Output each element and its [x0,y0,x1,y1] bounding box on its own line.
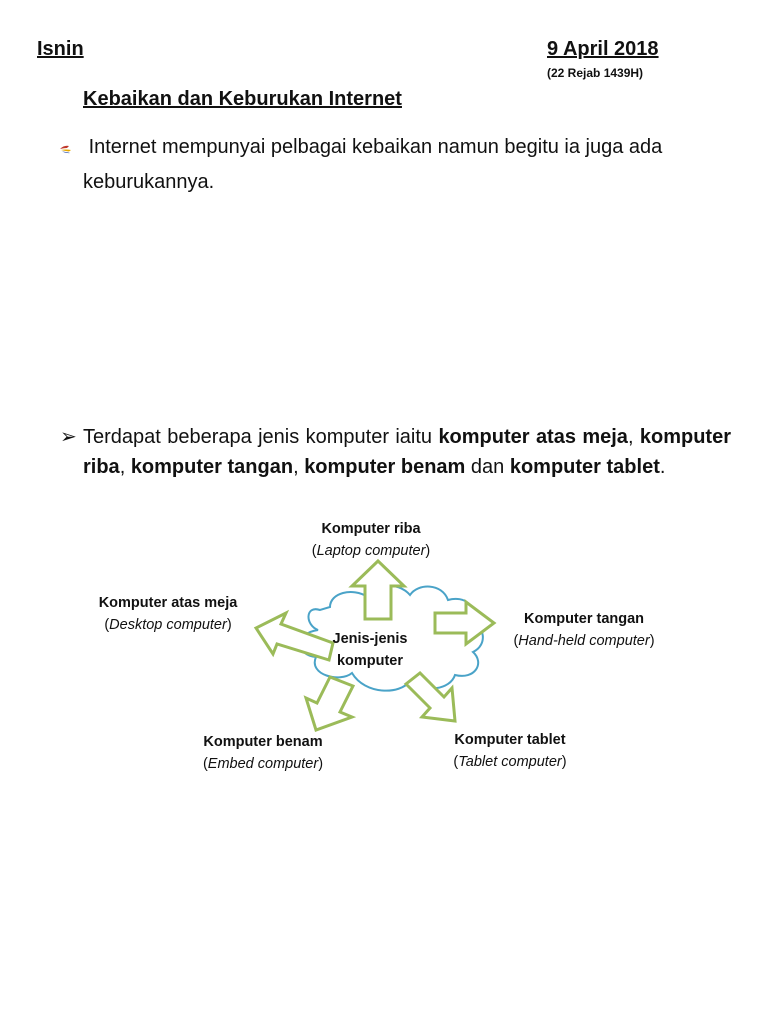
node-laptop-english: (Laptop computer) [311,543,431,559]
node-embed [172,731,354,775]
node-tablet-name: Komputer tablet [454,732,566,748]
day-label: Isnin [37,38,84,60]
page-title: Kebaikan dan Keburukan Internet [83,88,402,110]
separator-text: , [293,455,305,478]
computer-type-handheld: komputer tangan [130,455,294,478]
bullet-icon [58,140,74,156]
separator-text: dan [465,455,510,478]
paragraph-internet-intro [83,130,733,200]
diagram-center-line1: Jenis-jenis [332,631,408,647]
node-desktop-name: Komputer atas meja [98,595,238,611]
node-embed-english-text: Embed computer [207,756,319,772]
computer-type-tablet: komputer tablet [509,455,660,478]
separator-text: , [119,455,131,478]
node-laptop [280,518,462,562]
node-desktop-english-text: Desktop computer [109,617,227,633]
node-handheld-english: (Hand-held computer) [513,633,655,649]
node-desktop [80,592,256,636]
node-handheld-english-text: Hand-held computer [518,633,650,649]
node-handheld-name: Komputer tangan [523,611,645,627]
node-tablet-english-text: Tablet computer [458,754,562,770]
node-tablet-english: (Tablet computer) [453,754,567,770]
node-tablet [420,729,600,773]
sentence-end: . [659,455,666,478]
diagram-center-line2: komputer [336,653,404,669]
computer-type-laptop: komputer riba [83,426,731,478]
node-laptop-name: Komputer riba [321,521,421,537]
date-label: 9 April 2018 [547,38,659,60]
hijri-date-label: (22 Rejab 1439H) [547,66,644,80]
node-desktop-english: (Desktop computer) [104,617,232,633]
node-embed-english: (Embed computer) [202,756,324,772]
node-embed-name: Komputer benam [203,734,323,750]
arrow-down-left-icon [306,677,353,730]
computer-type-embed: komputer benam [304,455,466,478]
node-laptop-english-text: Laptop computer [316,543,426,559]
paragraph-internet-text: Internet mempunyai pelbagai kebaikan namun begitu ia juga ada keburukannya. [83,136,663,193]
computer-type-desktop: komputer atas meja [438,426,628,448]
arrow-bullet-icon: ➢ [60,426,77,448]
separator-text: , [627,426,640,448]
paragraph-intro-text: Terdapat beberapa jenis komputer iaitu [83,426,439,448]
paragraph-computer-types [83,423,731,482]
node-handheld [494,608,674,652]
